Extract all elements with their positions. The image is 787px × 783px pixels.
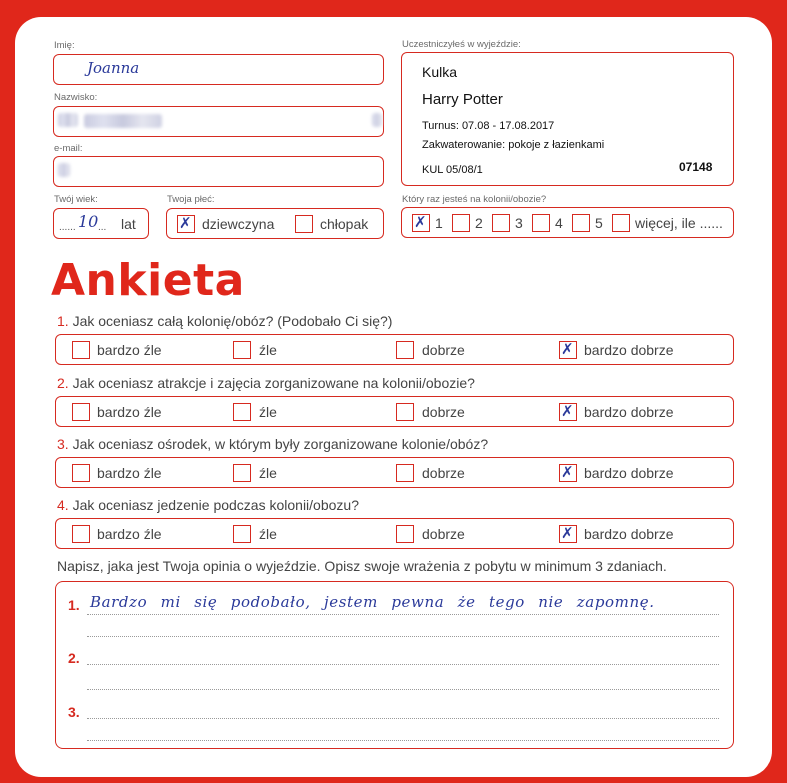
times-2-label: 2 xyxy=(475,215,483,231)
rating-2-bardzo-zle-label: bardzo źle xyxy=(97,404,162,420)
opinion-prompt: Napisz, jaka jest Twoja opinia o wyjeździe. Opisz swoje wrażenia z pobytu w minimum 3 zdaniach. xyxy=(57,558,667,574)
rating-4-dobrze-label: dobrze xyxy=(422,526,465,542)
rating-2-dobrze-label: dobrze xyxy=(422,404,465,420)
rating-row-3 xyxy=(55,457,734,488)
question-number: 2. xyxy=(57,375,69,391)
rating-1-dobrze-checkbox[interactable] xyxy=(396,341,414,359)
times-1-checkbox[interactable] xyxy=(412,214,430,232)
question-3 xyxy=(57,436,488,452)
question-number: 1. xyxy=(57,313,69,329)
gender-boy-checkbox[interactable] xyxy=(295,215,313,233)
checkmark-icon: ✗ xyxy=(179,214,192,232)
rating-3-bardzo-dobrze-label: bardzo dobrze xyxy=(584,465,674,481)
email-redaction xyxy=(58,163,70,177)
times-label: Który raz jesteś na kolonii/obozie? xyxy=(402,194,547,205)
opinion-line-3b-dots xyxy=(87,740,719,741)
rating-row-4 xyxy=(55,518,734,549)
rating-4-bardzo-zle-label: bardzo źle xyxy=(97,526,162,542)
opinion-line-1-number: 1. xyxy=(68,597,80,613)
times-4-label: 4 xyxy=(555,215,563,231)
rating-2-dobrze-checkbox[interactable] xyxy=(396,403,414,421)
opinion-line-2b-dots xyxy=(87,689,719,690)
trip-info-box xyxy=(401,52,734,186)
age-unit: lat xyxy=(121,216,136,232)
rating-1-bardzo-zle-label: bardzo źle xyxy=(97,342,162,358)
times-5-checkbox[interactable] xyxy=(572,214,590,232)
gender-girl-checkbox[interactable] xyxy=(177,215,195,233)
rating-4-zle-label: źle xyxy=(259,526,277,542)
times-field xyxy=(401,207,734,238)
question-2 xyxy=(57,375,475,391)
times-3-label: 3 xyxy=(515,215,523,231)
rating-1-bardzo-zle-checkbox[interactable] xyxy=(72,341,90,359)
opinion-line-1-dots xyxy=(87,614,719,615)
question-4 xyxy=(57,497,359,513)
times-1-label: 1 xyxy=(435,215,443,231)
trip-line1: Kulka xyxy=(422,64,458,80)
checkmark-icon: ✗ xyxy=(561,524,574,542)
trip-line2: Harry Potter xyxy=(422,91,503,108)
trip-turnus: Turnus: 07.08 - 17.08.2017 xyxy=(422,120,555,132)
rating-3-bardzo-zle-label: bardzo źle xyxy=(97,465,162,481)
question-number: 4. xyxy=(57,497,69,513)
rating-4-dobrze-checkbox[interactable] xyxy=(396,525,414,543)
rating-3-zle-label: źle xyxy=(259,465,277,481)
question-text: Jak oceniasz całą kolonię/obóz? (Podobało Ci się?) xyxy=(72,313,393,329)
rating-3-dobrze-label: dobrze xyxy=(422,465,465,481)
times-more-checkbox[interactable] xyxy=(612,214,630,232)
trip-label: Uczestniczyłeś w wyjeździe: xyxy=(402,39,521,50)
surname-field[interactable] xyxy=(53,106,384,137)
question-number: 3. xyxy=(57,436,69,452)
rating-1-dobrze-label: dobrze xyxy=(422,342,465,358)
rating-1-bardzo-dobrze-label: bardzo dobrze xyxy=(584,342,674,358)
name-value: Joanna xyxy=(87,59,140,77)
rating-4-bardzo-zle-checkbox[interactable] xyxy=(72,525,90,543)
gender-girl-label: dziewczyna xyxy=(202,216,275,232)
rating-4-bardzo-dobrze-label: bardzo dobrze xyxy=(584,526,674,542)
rating-2-zle-label: źle xyxy=(259,404,277,420)
surname-label: Nazwisko: xyxy=(54,92,98,103)
rating-1-zle-label: źle xyxy=(259,342,277,358)
age-field[interactable] xyxy=(53,208,149,239)
times-more-label: więcej, ile ...... xyxy=(635,215,723,231)
opinion-line-3-dots xyxy=(87,718,719,719)
gender-label: Twoja płeć: xyxy=(167,194,215,205)
question-text: Jak oceniasz jedzenie podczas kolonii/obozu? xyxy=(72,497,359,513)
surname-redaction-left xyxy=(58,113,78,127)
question-text: Jak oceniasz atrakcje i zajęcia zorganizowane na kolonii/obozie? xyxy=(72,375,475,391)
opinion-line-2-dots xyxy=(87,664,719,665)
age-label: Twój wiek: xyxy=(54,194,98,205)
rating-2-bardzo-zle-checkbox[interactable] xyxy=(72,403,90,421)
times-2-checkbox[interactable] xyxy=(452,214,470,232)
rating-2-bardzo-dobrze-checkbox[interactable] xyxy=(559,403,577,421)
trip-accommodation: Zakwaterowanie: pokoje z łazienkami xyxy=(422,139,605,151)
trip-code: KUL 05/08/1 xyxy=(422,164,483,176)
checkmark-icon: ✗ xyxy=(414,213,427,231)
opinion-line-1b-dots xyxy=(87,636,719,637)
rating-2-bardzo-dobrze-label: bardzo dobrze xyxy=(584,404,674,420)
rating-3-bardzo-dobrze-checkbox[interactable] xyxy=(559,464,577,482)
survey-title: Ankieta xyxy=(51,255,245,306)
checkmark-icon: ✗ xyxy=(561,463,574,481)
opinion-line-2-number: 2. xyxy=(68,650,80,666)
rating-3-zle-checkbox[interactable] xyxy=(233,464,251,482)
trip-number: 07148 xyxy=(679,160,713,174)
times-4-checkbox[interactable] xyxy=(532,214,550,232)
gender-boy-label: chłopak xyxy=(320,216,369,232)
name-label: Imię: xyxy=(54,40,75,51)
question-1 xyxy=(57,313,392,329)
times-3-checkbox[interactable] xyxy=(492,214,510,232)
rating-3-bardzo-zle-checkbox[interactable] xyxy=(72,464,90,482)
checkmark-icon: ✗ xyxy=(561,402,574,420)
rating-3-dobrze-checkbox[interactable] xyxy=(396,464,414,482)
name-field[interactable] xyxy=(53,54,384,85)
rating-row-1 xyxy=(55,334,734,365)
rating-row-2 xyxy=(55,396,734,427)
age-value: 10 xyxy=(78,212,99,231)
rating-4-zle-checkbox[interactable] xyxy=(233,525,251,543)
surname-redaction xyxy=(84,114,162,128)
surname-redaction-right xyxy=(372,113,382,127)
rating-2-zle-checkbox[interactable] xyxy=(233,403,251,421)
checkmark-icon: ✗ xyxy=(561,340,574,358)
age-dots-after: ... xyxy=(98,222,107,233)
rating-4-bardzo-dobrze-checkbox[interactable] xyxy=(559,525,577,543)
question-text: Jak oceniasz ośrodek, w którym były zorganizowane kolonie/obóz? xyxy=(72,436,489,452)
opinion-line-1-text: Bardzo mi się podobało, jestem pewna że tego nie zapomnę. xyxy=(90,593,655,611)
rating-1-zle-checkbox[interactable] xyxy=(233,341,251,359)
gender-field xyxy=(166,208,384,239)
rating-1-bardzo-dobrze-checkbox[interactable] xyxy=(559,341,577,359)
email-field[interactable] xyxy=(53,156,384,187)
email-label: e-mail: xyxy=(54,143,83,154)
opinion-line-3-number: 3. xyxy=(68,704,80,720)
times-5-label: 5 xyxy=(595,215,603,231)
age-dots-before: ...... xyxy=(59,222,76,233)
